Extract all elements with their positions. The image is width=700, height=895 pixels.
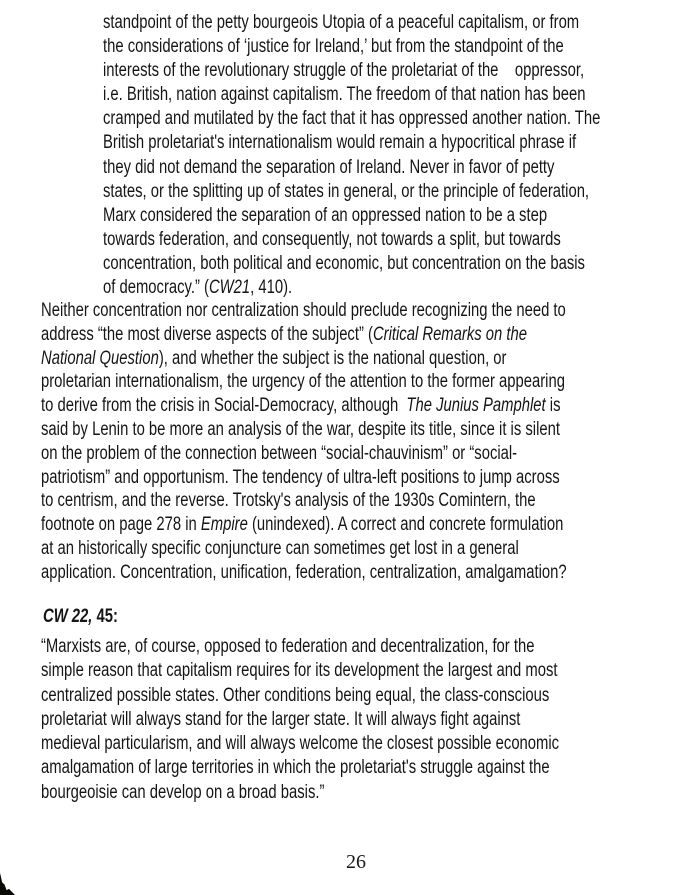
text-line [41, 635, 559, 659]
text-line [103, 35, 600, 59]
text-line [41, 466, 567, 490]
text-line [41, 418, 567, 442]
text-run: to centrism, and the reverse. Trotsky's analysis of the 1930s Comintern, the [41, 490, 536, 512]
text-line [41, 347, 567, 371]
text-line [103, 131, 600, 155]
text-run: The Junius Pamphlet [406, 395, 546, 417]
text-line [41, 659, 559, 683]
text-run: CW 22, [43, 606, 93, 627]
text-line [41, 489, 567, 513]
text-run: amalgamation of large territories in which the proletariat's struggle against the [41, 757, 550, 779]
text-run: CW21 [208, 277, 251, 299]
text-run: on the problem of the connection between “social-chauvinism” or “social- [41, 442, 518, 464]
text-line [103, 59, 600, 83]
text-run: Neither concentration nor centralization should preclude recognizing the need to [41, 300, 566, 321]
page-number: 26 [346, 851, 366, 873]
text-run: Critical Remarks on the [372, 323, 527, 345]
text-line [103, 11, 600, 35]
text-run: National Question [41, 347, 159, 369]
text-line [103, 180, 600, 204]
text-line [41, 781, 559, 805]
text-line [103, 204, 600, 228]
text-run: standpoint of the petty bourgeois Utopia of a peaceful capitalism, or from [103, 12, 580, 33]
text-run: simple reason that capitalism requires for its development the largest and most [41, 660, 558, 682]
text-run: bourgeoisie can develop on a broad basis.” [41, 781, 325, 803]
text-run: British proletariat's internationalism would remain a hypocritical phrase if [103, 132, 577, 154]
text-line [41, 756, 559, 780]
citation-heading-cw22 [43, 605, 118, 629]
text-run: towards federation, and consequently, not towards a split, but towards [103, 228, 561, 250]
text-line [41, 370, 567, 394]
text-line [41, 561, 567, 585]
text-line [41, 323, 567, 347]
text-run: at an historically specific conjuncture can sometimes get lost in a general [41, 537, 519, 559]
text-run: centralized possible states. Other conditions being equal, the class-conscious [41, 684, 550, 706]
text-run: address “the most diverse aspects of the subject” ( [41, 323, 373, 345]
text-line [103, 156, 600, 180]
text-line [41, 708, 559, 732]
text-run: “Marxists are, of course, opposed to federation and decentralization, for the [41, 636, 535, 657]
text-line [43, 605, 118, 629]
text-line [41, 299, 567, 323]
text-run: patriotism” and opportunism. The tendency of ultra-left positions to jump across [41, 466, 560, 488]
text-run: of democracy.” ( [103, 277, 209, 299]
text-run: proletarian internationalism, the urgency of the attention to the former appearing [41, 371, 565, 393]
text-run: , 410). [250, 277, 293, 299]
blockquote-lenin-cw21 [103, 11, 600, 300]
text-run: Empire [200, 514, 248, 536]
text-line [41, 732, 559, 756]
text-run: i.e. British, nation against capitalism. The freedom of that nation has been [103, 84, 586, 106]
text-run: 45: [92, 606, 118, 627]
text-run: concentration, both political and economic, but concentration on the basis [103, 252, 585, 274]
text-line [103, 107, 600, 131]
text-run: to derive from the crisis in Social-Democracy, although [41, 395, 407, 417]
text-line [41, 442, 567, 466]
text-line [103, 276, 600, 300]
commentary-paragraph [41, 299, 567, 585]
text-line [103, 83, 600, 107]
text-run: the considerations of ‘justice for Ireland,’ but from the standpoint of the [103, 36, 564, 58]
text-line [103, 252, 600, 276]
text-run: they did not demand the separation of Ireland. Never in favor of petty [103, 156, 555, 178]
quotation-cw22 [41, 635, 559, 805]
text-run: (unindexed). A correct and concrete formulation [247, 514, 564, 536]
text-run: ), and whether the subject is the national question, or [158, 347, 507, 369]
text-run: states, or the splitting up of states in general, or the principle of federation, [103, 180, 590, 202]
text-line [41, 537, 567, 561]
text-run: said by Lenin to be more an analysis of the war, despite its title, since it is silent [41, 418, 560, 440]
text-run: is [545, 395, 561, 417]
text-run: Marx considered the separation of an oppressed nation to be a step [103, 204, 548, 226]
text-run: cramped and mutilated by the fact that it has oppressed another nation. The [103, 108, 601, 130]
text-run: proletariat will always stand for the larger state. It will always fight against [41, 708, 521, 730]
text-run: application. Concentration, unification, federation, centralization, amalgamation? [41, 561, 567, 583]
text-line [103, 228, 600, 252]
text-line [41, 684, 559, 708]
text-run: medieval particularism, and will always welcome the closest possible economic [41, 733, 560, 755]
text-run: interests of the revolutionary struggle of the proletariat of the oppressor, [103, 60, 585, 82]
text-line [41, 394, 567, 418]
text-line [41, 513, 567, 537]
text-run: footnote on page 278 in [41, 514, 201, 536]
scan-artifact-corner [0, 873, 15, 895]
